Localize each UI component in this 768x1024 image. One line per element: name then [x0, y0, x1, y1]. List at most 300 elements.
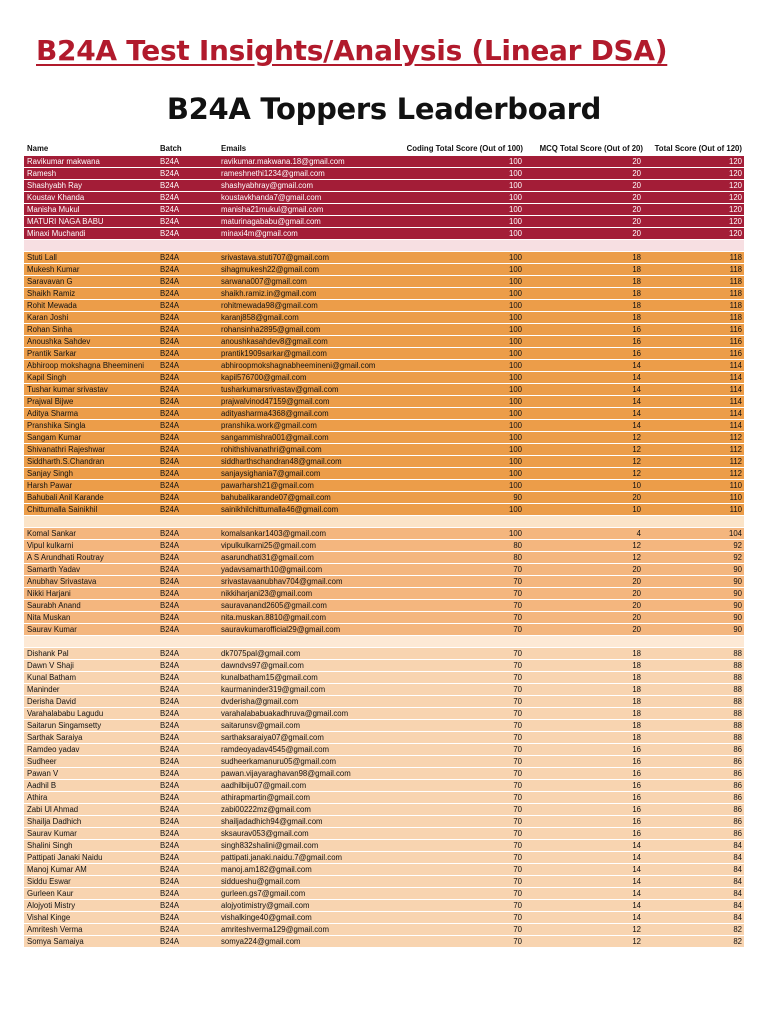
cell-name: Siddharth.S.Chandran — [27, 457, 105, 466]
cell-total-score: 88 — [733, 673, 742, 682]
cell-name: Karan Joshi — [27, 313, 69, 322]
cell-batch: B24A — [160, 181, 180, 190]
cell-coding-score: 100 — [508, 529, 522, 538]
cell-email: sarwana007@gmail.com — [221, 277, 307, 286]
cell-email: shashyabhray@gmail.com — [221, 181, 313, 190]
table-row — [24, 900, 744, 912]
table-row — [24, 816, 744, 828]
table-row — [24, 408, 744, 420]
cell-email: asarundhati31@gmail.com — [221, 553, 314, 562]
header-mcq-score: MCQ Total Score (Out of 20) — [539, 144, 643, 153]
cell-name: Nikki Harjani — [27, 589, 71, 598]
cell-name: Vipul kulkarni — [27, 541, 74, 550]
table-row — [24, 768, 744, 780]
cell-name: Alojyoti Mistry — [27, 901, 76, 910]
cell-total-score: 120 — [728, 181, 742, 190]
cell-total-score: 84 — [733, 853, 742, 862]
cell-name: Sanjay Singh — [27, 469, 73, 478]
cell-name: Vishal Kinge — [27, 913, 71, 922]
cell-batch: B24A — [160, 685, 180, 694]
cell-batch: B24A — [160, 157, 180, 166]
table-row — [24, 336, 744, 348]
cell-coding-score: 70 — [513, 625, 522, 634]
cell-mcq-score: 18 — [632, 685, 641, 694]
cell-total-score: 92 — [733, 553, 742, 562]
cell-mcq-score: 14 — [632, 877, 641, 886]
cell-name: Anubhav Srivastava — [27, 577, 97, 586]
cell-batch: B24A — [160, 325, 180, 334]
cell-coding-score: 70 — [513, 793, 522, 802]
cell-name: Bahubali Anil Karande — [27, 493, 104, 502]
cell-name: Saravavan G — [27, 277, 73, 286]
cell-email: sangammishra001@gmail.com — [221, 433, 329, 442]
cell-batch: B24A — [160, 457, 180, 466]
cell-email: athirapmartin@gmail.com — [221, 793, 310, 802]
cell-total-score: 104 — [728, 529, 742, 538]
table-row — [24, 912, 744, 924]
cell-total-score: 116 — [729, 325, 742, 334]
cell-mcq-score: 16 — [632, 829, 641, 838]
cell-mcq-score: 16 — [632, 793, 641, 802]
cell-email: rohitmewada98@gmail.com — [221, 301, 318, 310]
cell-mcq-score: 16 — [632, 349, 641, 358]
cell-email: sanjaysighania7@gmail.com — [221, 469, 321, 478]
cell-email: dvderisha@gmail.com — [221, 697, 299, 706]
table-row — [24, 156, 744, 168]
cell-batch: B24A — [160, 289, 180, 298]
cell-coding-score: 100 — [508, 373, 522, 382]
cell-total-score: 86 — [733, 781, 742, 790]
cell-coding-score: 70 — [513, 757, 522, 766]
cell-email: sudheerkamanuru05@gmail.com — [221, 757, 336, 766]
table-row — [24, 672, 744, 684]
cell-batch: B24A — [160, 829, 180, 838]
cell-mcq-score: 14 — [632, 361, 641, 370]
cell-email: aadhilbiju07@gmail.com — [221, 781, 307, 790]
cell-total-score: 120 — [728, 229, 742, 238]
cell-email: gurleen.gs7@gmail.com — [221, 889, 306, 898]
cell-batch: B24A — [160, 373, 180, 382]
cell-total-score: 86 — [733, 805, 742, 814]
cell-mcq-score: 20 — [632, 181, 641, 190]
cell-name: Prajwal Bijwe — [27, 397, 74, 406]
table-row — [24, 348, 744, 360]
table-row — [24, 588, 744, 600]
cell-email: shailjadadhich94@gmail.com — [221, 817, 323, 826]
cell-mcq-score: 16 — [632, 757, 641, 766]
cell-total-score: 110 — [729, 481, 742, 490]
cell-email: minaxi4m@gmail.com — [221, 229, 298, 238]
cell-total-score: 86 — [733, 757, 742, 766]
cell-name: Minaxi Muchandi — [27, 229, 86, 238]
cell-mcq-score: 14 — [632, 385, 641, 394]
cell-coding-score: 100 — [508, 169, 522, 178]
table-row — [24, 864, 744, 876]
cell-total-score: 118 — [729, 277, 742, 286]
cell-mcq-score: 16 — [632, 781, 641, 790]
cell-email: kaurmaninder319@gmail.com — [221, 685, 326, 694]
cell-coding-score: 70 — [513, 601, 522, 610]
cell-name: Pranshika Singla — [27, 421, 86, 430]
cell-batch: B24A — [160, 397, 180, 406]
cell-total-score: 84 — [733, 901, 742, 910]
cell-batch: B24A — [160, 493, 180, 502]
cell-coding-score: 100 — [508, 337, 522, 346]
table-row — [24, 732, 744, 744]
cell-coding-score: 100 — [508, 277, 522, 286]
cell-mcq-score: 18 — [632, 673, 641, 682]
cell-batch: B24A — [160, 841, 180, 850]
cell-batch: B24A — [160, 865, 180, 874]
cell-batch: B24A — [160, 229, 180, 238]
cell-batch: B24A — [160, 697, 180, 706]
cell-email: manoj.am182@gmail.com — [221, 865, 312, 874]
table-row — [24, 648, 744, 660]
cell-name: Siddu Eswar — [27, 877, 71, 886]
cell-mcq-score: 18 — [632, 289, 641, 298]
cell-name: Sudheer — [27, 757, 57, 766]
cell-name: Saurav Kumar — [27, 625, 77, 634]
cell-total-score: 86 — [733, 817, 742, 826]
cell-total-score: 118 — [729, 289, 742, 298]
cell-batch: B24A — [160, 169, 180, 178]
table-row — [24, 756, 744, 768]
cell-email: vipulkulkarni25@gmail.com — [221, 541, 317, 550]
table-row — [24, 480, 744, 492]
header-name: Name — [27, 144, 49, 153]
table-row — [24, 276, 744, 288]
cell-coding-score: 80 — [513, 553, 522, 562]
cell-batch: B24A — [160, 721, 180, 730]
cell-mcq-score: 20 — [632, 229, 641, 238]
cell-name: Samarth Yadav — [27, 565, 81, 574]
table-row — [24, 924, 744, 936]
group-separator — [24, 240, 744, 252]
cell-email: dk7075pal@gmail.com — [221, 649, 301, 658]
cell-total-score: 88 — [733, 661, 742, 670]
table-row — [24, 888, 744, 900]
cell-mcq-score: 18 — [632, 661, 641, 670]
cell-batch: B24A — [160, 913, 180, 922]
cell-name: Dawn V Shaji — [27, 661, 74, 670]
cell-mcq-score: 10 — [632, 481, 641, 490]
cell-coding-score: 100 — [508, 457, 522, 466]
cell-email: abhiroopmokshagnabheemineni@gmail.com — [221, 361, 376, 370]
cell-batch: B24A — [160, 385, 180, 394]
table-row — [24, 528, 744, 540]
cell-mcq-score: 16 — [632, 745, 641, 754]
cell-total-score: 120 — [728, 205, 742, 214]
cell-mcq-score: 14 — [632, 853, 641, 862]
cell-batch: B24A — [160, 805, 180, 814]
cell-email: srivastava.stuti707@gmail.com — [221, 253, 330, 262]
cell-email: amriteshverma129@gmail.com — [221, 925, 330, 934]
cell-total-score: 110 — [729, 493, 742, 502]
cell-coding-score: 70 — [513, 853, 522, 862]
cell-total-score: 114 — [729, 421, 742, 430]
cell-name: Shashyabh Ray — [27, 181, 83, 190]
cell-email: kapil576700@gmail.com — [221, 373, 307, 382]
leaderboard-table — [24, 143, 744, 948]
cell-batch: B24A — [160, 853, 180, 862]
header-total-score: Total Score (Out of 120) — [654, 144, 742, 153]
cell-coding-score: 70 — [513, 709, 522, 718]
cell-email: nikkiharjani23@gmail.com — [221, 589, 313, 598]
cell-total-score: 112 — [729, 457, 742, 466]
cell-coding-score: 70 — [513, 913, 522, 922]
cell-coding-score: 100 — [508, 265, 522, 274]
table-row — [24, 396, 744, 408]
cell-name: Gurleen Kaur — [27, 889, 74, 898]
cell-email: rohithshivanathri@gmail.com — [221, 445, 322, 454]
cell-total-score: 112 — [729, 445, 742, 454]
cell-coding-score: 90 — [513, 493, 522, 502]
cell-email: kunalbatham15@gmail.com — [221, 673, 318, 682]
cell-coding-score: 100 — [508, 349, 522, 358]
cell-name: Shaikh Ramiz — [27, 289, 76, 298]
cell-email: sauravkumarofficial29@gmail.com — [221, 625, 341, 634]
cell-mcq-score: 14 — [632, 373, 641, 382]
cell-email: vishalkinge40@gmail.com — [221, 913, 312, 922]
cell-name: Sarthak Saraiya — [27, 733, 83, 742]
cell-coding-score: 100 — [508, 421, 522, 430]
cell-batch: B24A — [160, 649, 180, 658]
cell-total-score: 114 — [729, 373, 742, 382]
cell-total-score: 90 — [733, 613, 742, 622]
cell-coding-score: 100 — [508, 253, 522, 262]
cell-batch: B24A — [160, 769, 180, 778]
cell-total-score: 82 — [733, 937, 742, 946]
cell-name: Mukesh Kumar — [27, 265, 80, 274]
cell-coding-score: 70 — [513, 697, 522, 706]
cell-batch: B24A — [160, 301, 180, 310]
cell-total-score: 116 — [729, 337, 742, 346]
cell-batch: B24A — [160, 349, 180, 358]
cell-name: Prantik Sarkar — [27, 349, 77, 358]
cell-mcq-score: 12 — [632, 469, 641, 478]
table-row — [24, 804, 744, 816]
cell-name: Ravikumar makwana — [27, 157, 100, 166]
cell-name: Saitarun Singamsetty — [27, 721, 102, 730]
cell-mcq-score: 10 — [632, 505, 641, 514]
cell-email: pranshika.work@gmail.com — [221, 421, 317, 430]
cell-mcq-score: 20 — [632, 565, 641, 574]
cell-mcq-score: 14 — [632, 841, 641, 850]
cell-mcq-score: 18 — [632, 733, 641, 742]
cell-mcq-score: 18 — [632, 301, 641, 310]
cell-batch: B24A — [160, 901, 180, 910]
cell-mcq-score: 14 — [632, 397, 641, 406]
cell-email: sauravanand2605@gmail.com — [221, 601, 327, 610]
cell-total-score: 88 — [733, 697, 742, 706]
cell-name: Zabi Ul Ahmad — [27, 805, 79, 814]
cell-email: yadavsamarth10@gmail.com — [221, 565, 323, 574]
cell-coding-score: 70 — [513, 781, 522, 790]
cell-total-score: 84 — [733, 877, 742, 886]
cell-coding-score: 70 — [513, 889, 522, 898]
cell-coding-score: 100 — [508, 229, 522, 238]
cell-coding-score: 70 — [513, 721, 522, 730]
cell-batch: B24A — [160, 421, 180, 430]
cell-total-score: 88 — [733, 721, 742, 730]
cell-coding-score: 100 — [508, 325, 522, 334]
cell-email: shaikh.ramiz.in@gmail.com — [221, 289, 317, 298]
leaderboard-heading: B24A Toppers Leaderboard — [166, 92, 602, 126]
cell-coding-score: 70 — [513, 937, 522, 946]
cell-name: Athira — [27, 793, 48, 802]
cell-email: ramdeoyadav4545@gmail.com — [221, 745, 330, 754]
cell-email: sksaurav053@gmail.com — [221, 829, 309, 838]
cell-total-score: 118 — [729, 253, 742, 262]
cell-total-score: 114 — [729, 397, 742, 406]
table-row — [24, 708, 744, 720]
cell-batch: B24A — [160, 613, 180, 622]
table-row — [24, 624, 744, 636]
table-row — [24, 444, 744, 456]
cell-mcq-score: 16 — [632, 325, 641, 334]
cell-email: singh832shalini@gmail.com — [221, 841, 319, 850]
cell-mcq-score: 20 — [632, 157, 641, 166]
cell-total-score: 84 — [733, 841, 742, 850]
cell-email: tusharkumarsrivastav@gmail.com — [221, 385, 339, 394]
cell-name: Koustav Khanda — [27, 193, 85, 202]
cell-mcq-score: 18 — [632, 253, 641, 262]
table-row — [24, 180, 744, 192]
table-header — [24, 143, 744, 156]
cell-total-score: 88 — [733, 685, 742, 694]
cell-coding-score: 70 — [513, 673, 522, 682]
cell-coding-score: 100 — [508, 505, 522, 514]
group-separator — [24, 636, 744, 648]
cell-email: nita.muskan.8810@gmail.com — [221, 613, 326, 622]
cell-name: Saurabh Anand — [27, 601, 81, 610]
cell-email: varahalababuakadhruva@gmail.com — [221, 709, 349, 718]
cell-batch: B24A — [160, 445, 180, 454]
cell-batch: B24A — [160, 757, 180, 766]
cell-name: Somya Samaiya — [27, 937, 84, 946]
cell-email: saitarunsv@gmail.com — [221, 721, 300, 730]
cell-name: Anoushka Sahdev — [27, 337, 91, 346]
table-row — [24, 660, 744, 672]
cell-coding-score: 70 — [513, 613, 522, 622]
cell-coding-score: 100 — [508, 181, 522, 190]
cell-batch: B24A — [160, 409, 180, 418]
cell-mcq-score: 16 — [632, 769, 641, 778]
cell-mcq-score: 14 — [632, 901, 641, 910]
cell-name: Aditya Sharma — [27, 409, 79, 418]
table-row — [24, 696, 744, 708]
cell-email: somya224@gmail.com — [221, 937, 301, 946]
cell-coding-score: 70 — [513, 565, 522, 574]
cell-total-score: 88 — [733, 733, 742, 742]
cell-batch: B24A — [160, 265, 180, 274]
cell-batch: B24A — [160, 529, 180, 538]
cell-mcq-score: 14 — [632, 421, 641, 430]
cell-coding-score: 70 — [513, 685, 522, 694]
cell-total-score: 118 — [729, 265, 742, 274]
cell-email: adityasharma4368@gmail.com — [221, 409, 329, 418]
table-row — [24, 456, 744, 468]
cell-mcq-score: 20 — [632, 625, 641, 634]
table-row — [24, 684, 744, 696]
cell-coding-score: 70 — [513, 733, 522, 742]
cell-batch: B24A — [160, 589, 180, 598]
cell-total-score: 86 — [733, 793, 742, 802]
cell-email: sarthaksaraiya07@gmail.com — [221, 733, 324, 742]
cell-mcq-score: 12 — [632, 445, 641, 454]
cell-coding-score: 80 — [513, 541, 522, 550]
cell-email: prajwalvinod47159@gmail.com — [221, 397, 330, 406]
cell-total-score: 90 — [733, 565, 742, 574]
cell-batch: B24A — [160, 553, 180, 562]
table-row — [24, 936, 744, 948]
cell-email: zabi00222mz@gmail.com — [221, 805, 311, 814]
cell-coding-score: 100 — [508, 193, 522, 202]
table-row — [24, 876, 744, 888]
cell-name: Komal Sankar — [27, 529, 76, 538]
cell-batch: B24A — [160, 481, 180, 490]
cell-name: Shailja Dadhich — [27, 817, 82, 826]
cell-total-score: 110 — [729, 505, 742, 514]
table-row — [24, 792, 744, 804]
cell-name: Kunal Batham — [27, 673, 76, 682]
cell-total-score: 120 — [728, 157, 742, 166]
cell-name: Dishank Pal — [27, 649, 69, 658]
table-row — [24, 468, 744, 480]
cell-mcq-score: 12 — [632, 541, 641, 550]
cell-email: rohansinha2895@gmail.com — [221, 325, 321, 334]
cell-batch: B24A — [160, 937, 180, 946]
cell-email: pattipati.janaki.naidu.7@gmail.com — [221, 853, 343, 862]
cell-name: Rohit Mewada — [27, 301, 77, 310]
cell-batch: B24A — [160, 217, 180, 226]
cell-total-score: 112 — [729, 433, 742, 442]
cell-name: Ramesh — [27, 169, 57, 178]
cell-name: Derisha David — [27, 697, 76, 706]
cell-batch: B24A — [160, 745, 180, 754]
cell-total-score: 88 — [733, 649, 742, 658]
cell-email: prantik1909sarkar@gmail.com — [221, 349, 327, 358]
cell-total-score: 90 — [733, 601, 742, 610]
cell-coding-score: 100 — [508, 481, 522, 490]
cell-batch: B24A — [160, 661, 180, 670]
table-row — [24, 252, 744, 264]
cell-coding-score: 100 — [508, 157, 522, 166]
cell-mcq-score: 12 — [632, 433, 641, 442]
cell-total-score: 84 — [733, 865, 742, 874]
cell-mcq-score: 20 — [632, 577, 641, 586]
cell-mcq-score: 18 — [632, 709, 641, 718]
cell-name: Amritesh Verma — [27, 925, 83, 934]
cell-coding-score: 100 — [508, 217, 522, 226]
cell-mcq-score: 20 — [632, 601, 641, 610]
table-row — [24, 360, 744, 372]
cell-coding-score: 70 — [513, 901, 522, 910]
cell-coding-score: 70 — [513, 841, 522, 850]
cell-name: Manisha Mukul — [27, 205, 80, 214]
cell-name: Varahalababu Lagudu — [27, 709, 104, 718]
table-row — [24, 840, 744, 852]
cell-total-score: 90 — [733, 577, 742, 586]
cell-email: sihagmukesh22@gmail.com — [221, 265, 320, 274]
cell-batch: B24A — [160, 505, 180, 514]
table-row — [24, 228, 744, 240]
cell-mcq-score: 4 — [636, 529, 641, 538]
cell-total-score: 116 — [729, 349, 742, 358]
header-coding-score: Coding Total Score (Out of 100) — [406, 144, 523, 153]
cell-mcq-score: 12 — [632, 457, 641, 466]
cell-total-score: 92 — [733, 541, 742, 550]
